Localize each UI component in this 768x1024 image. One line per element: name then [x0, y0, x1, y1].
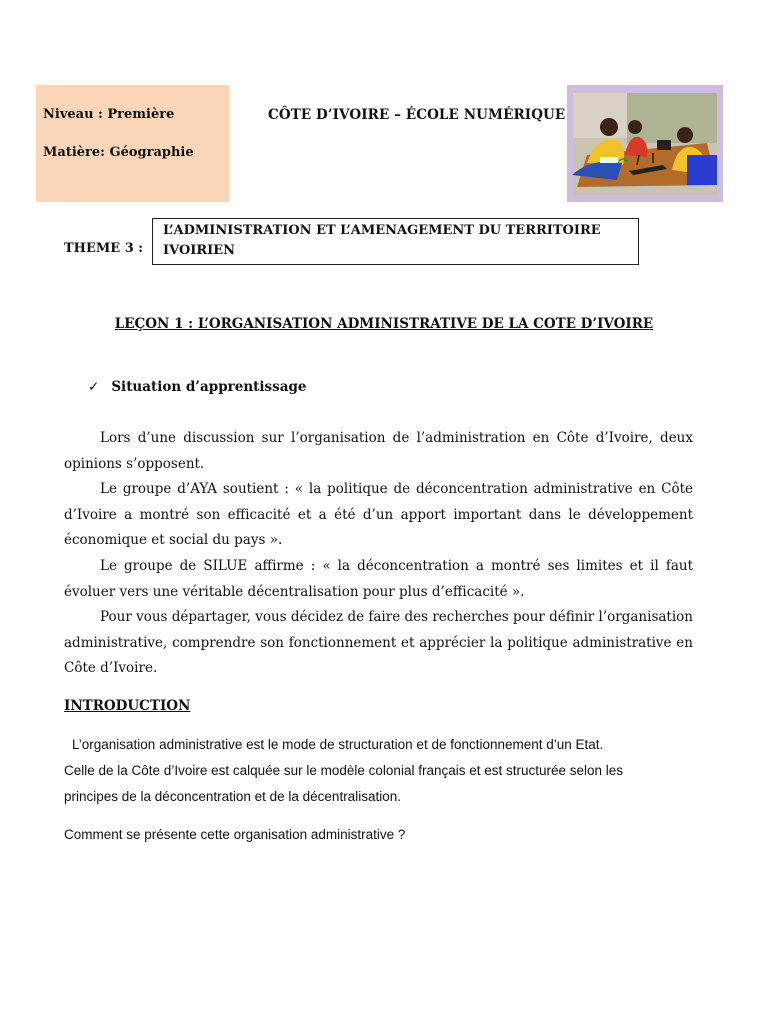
subject-label: Matière: Géographie [43, 145, 194, 160]
checkmark-icon: ✓ [88, 379, 100, 395]
situation-heading-text: Situation d’apprentissage [111, 379, 307, 395]
situation-paragraph: Le groupe de SILUE affirme : « la déconcentration a montré ses limites et il faut évoluer vers une véritable décentralisation pour plus d’efficacité ». [64, 558, 693, 600]
situation-heading [88, 379, 307, 395]
introduction-line: Celle de la Côte d’Ivoire est calquée sur le modèle colonial français et est structurée selon les [64, 763, 624, 778]
lesson-title: LEÇON 1 : L’ORGANISATION ADMINISTRATIVE DE LA COTE D’IVOIRE [114, 316, 654, 332]
introduction-heading: INTRODUCTION [64, 698, 191, 714]
students-with-tablets-illustration [567, 85, 723, 202]
introduction-line: principes de la déconcentration et de la décentralisation. [64, 789, 401, 804]
header-title: CÔTE D’IVOIRE – ÉCOLE NUMÉRIQUE [268, 107, 566, 123]
info-box [36, 85, 229, 202]
introduction-question: Comment se présente cette organisation administrative ? [64, 827, 406, 842]
theme-box [152, 218, 639, 265]
situation-paragraph: Pour vous départager, vous décidez de faire des recherches pour définir l’organisation administrative, comprendre son fonctionnement et apprécier la politique administrative en Côte d’Ivoire. [64, 609, 693, 677]
level-label: Niveau : Première [43, 107, 175, 122]
situation-paragraph: Lors d’une discussion sur l’organisation de l’administration en Côte d’Ivoire, deux opinions s’opposent. [64, 430, 693, 472]
illustration-drawing [567, 85, 723, 202]
introduction-line: L’organisation administrative est le mode de structuration et de fonctionnement d’un Etat. [72, 737, 604, 752]
theme-label: THEME 3 : [64, 241, 144, 256]
theme-title-line2: IVOIRIEN [163, 243, 236, 258]
theme-title-line1: L’ADMINISTRATION ET L’AMENAGEMENT DU TERRITOIRE [163, 223, 601, 238]
situation-paragraph: Le groupe d’AYA soutient : « la politique de déconcentration administrative en Côte d’Ivoire a montré son efficacité et a été d’un apport important dans le développement économique et social du pays ». [64, 481, 693, 549]
